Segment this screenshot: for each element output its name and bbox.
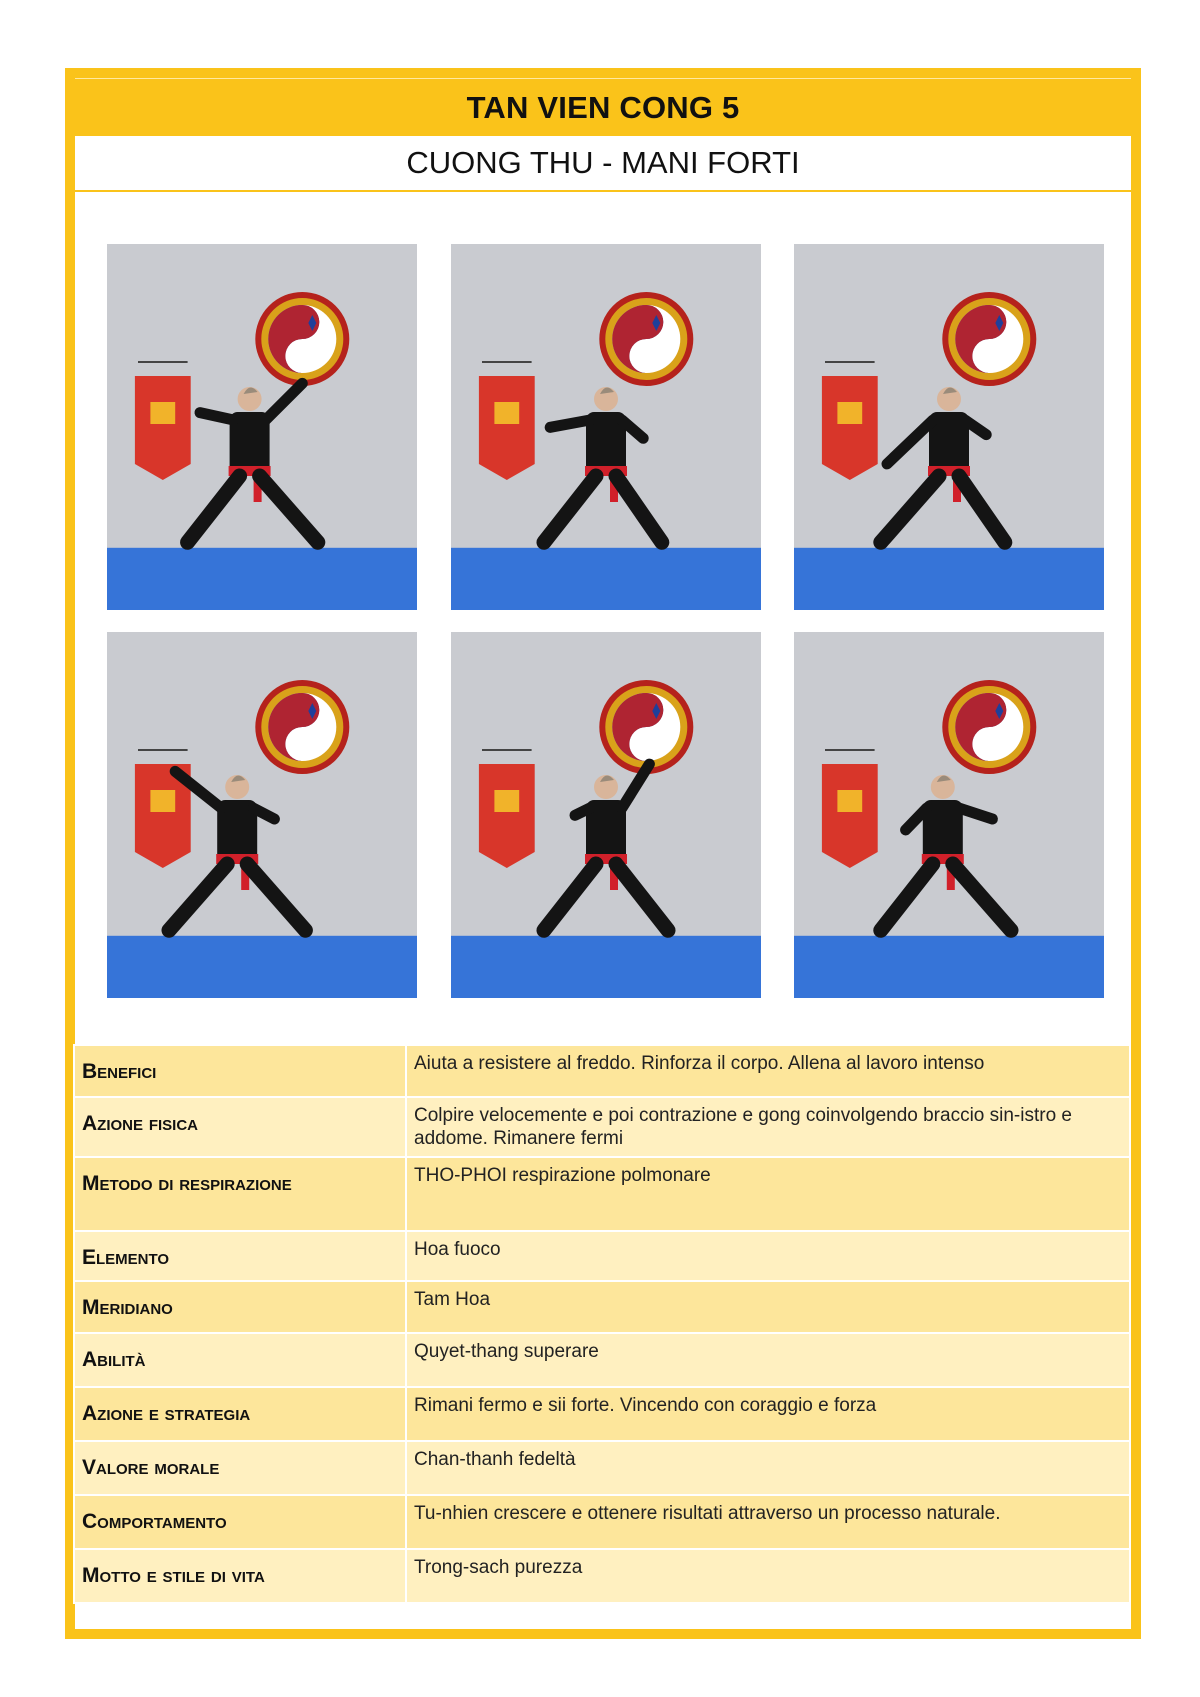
club-logo-icon xyxy=(602,295,690,383)
table-row xyxy=(74,1441,1130,1495)
row-value: Aiuta a resistere al freddo. Rinforza il corpo. Allena al lavoro intenso xyxy=(406,1045,1130,1097)
table-row xyxy=(74,1495,1130,1549)
subtitle-band xyxy=(75,136,1131,192)
photo-illustration xyxy=(107,244,417,610)
frame-content xyxy=(75,78,1131,1629)
page-title: TAN VIEN CONG 5 xyxy=(466,90,740,125)
row-value: Hoa fuoco xyxy=(406,1231,1130,1281)
page-frame xyxy=(65,68,1141,1639)
row-label: Elemento xyxy=(74,1231,406,1281)
table-row xyxy=(74,1333,1130,1387)
photo-illustration xyxy=(451,244,761,610)
page-subtitle: CUONG THU - MANI FORTI xyxy=(406,145,800,180)
row-value: Chan-thanh fedeltà xyxy=(406,1441,1130,1495)
table-row xyxy=(74,1281,1130,1333)
row-value: Quyet-thang superare xyxy=(406,1333,1130,1387)
photo-pose-5 xyxy=(451,632,761,998)
club-logo-icon xyxy=(258,295,346,383)
banner-icon xyxy=(822,362,878,480)
row-label: Motto e stile di vita xyxy=(74,1549,406,1603)
photo-illustration xyxy=(794,632,1104,998)
club-logo-icon xyxy=(945,683,1033,771)
row-label: Benefici xyxy=(74,1045,406,1097)
photo-illustration xyxy=(107,632,417,998)
row-value: Tam Hoa xyxy=(406,1281,1130,1333)
row-value: Trong-sach purezza xyxy=(406,1549,1130,1603)
row-label: Metodo di respirazione xyxy=(74,1157,406,1231)
banner-icon xyxy=(822,750,878,868)
photo-pose-2 xyxy=(451,244,761,610)
photo-pose-1 xyxy=(107,244,417,610)
photo-illustration xyxy=(451,632,761,998)
table-row xyxy=(74,1097,1130,1157)
row-label: Abilità xyxy=(74,1333,406,1387)
info-table xyxy=(73,1044,1131,1604)
club-logo-icon xyxy=(258,683,346,771)
photo-pose-6 xyxy=(794,632,1104,998)
photo-pose-4 xyxy=(107,632,417,998)
banner-icon xyxy=(135,750,191,868)
table-row xyxy=(74,1157,1130,1231)
row-label: Meridiano xyxy=(74,1281,406,1333)
title-band xyxy=(75,78,1131,137)
row-label: Comportamento xyxy=(74,1495,406,1549)
row-value: Tu-nhien crescere e ottenere risultati attraverso un processo naturale. xyxy=(406,1495,1130,1549)
table-row xyxy=(74,1387,1130,1441)
table-row xyxy=(74,1231,1130,1281)
table-row xyxy=(74,1045,1130,1097)
row-label: Azione e strategia xyxy=(74,1387,406,1441)
banner-icon xyxy=(479,362,535,480)
photo-grid xyxy=(107,244,1107,984)
club-logo-icon xyxy=(945,295,1033,383)
row-label: Valore morale xyxy=(74,1441,406,1495)
banner-icon xyxy=(135,362,191,480)
row-value: Rimani fermo e sii forte. Vincendo con coraggio e forza xyxy=(406,1387,1130,1441)
table-row xyxy=(74,1549,1130,1603)
photo-illustration xyxy=(794,244,1104,610)
row-value: Colpire velocemente e poi contrazione e gong coinvolgendo braccio sin-istro e addome. Rimanere fermi xyxy=(406,1097,1130,1157)
photo-pose-3 xyxy=(794,244,1104,610)
row-label: Azione fisica xyxy=(74,1097,406,1157)
banner-icon xyxy=(479,750,535,868)
row-value: THO-PHOI respirazione polmonare xyxy=(406,1157,1130,1231)
club-logo-icon xyxy=(602,683,690,771)
